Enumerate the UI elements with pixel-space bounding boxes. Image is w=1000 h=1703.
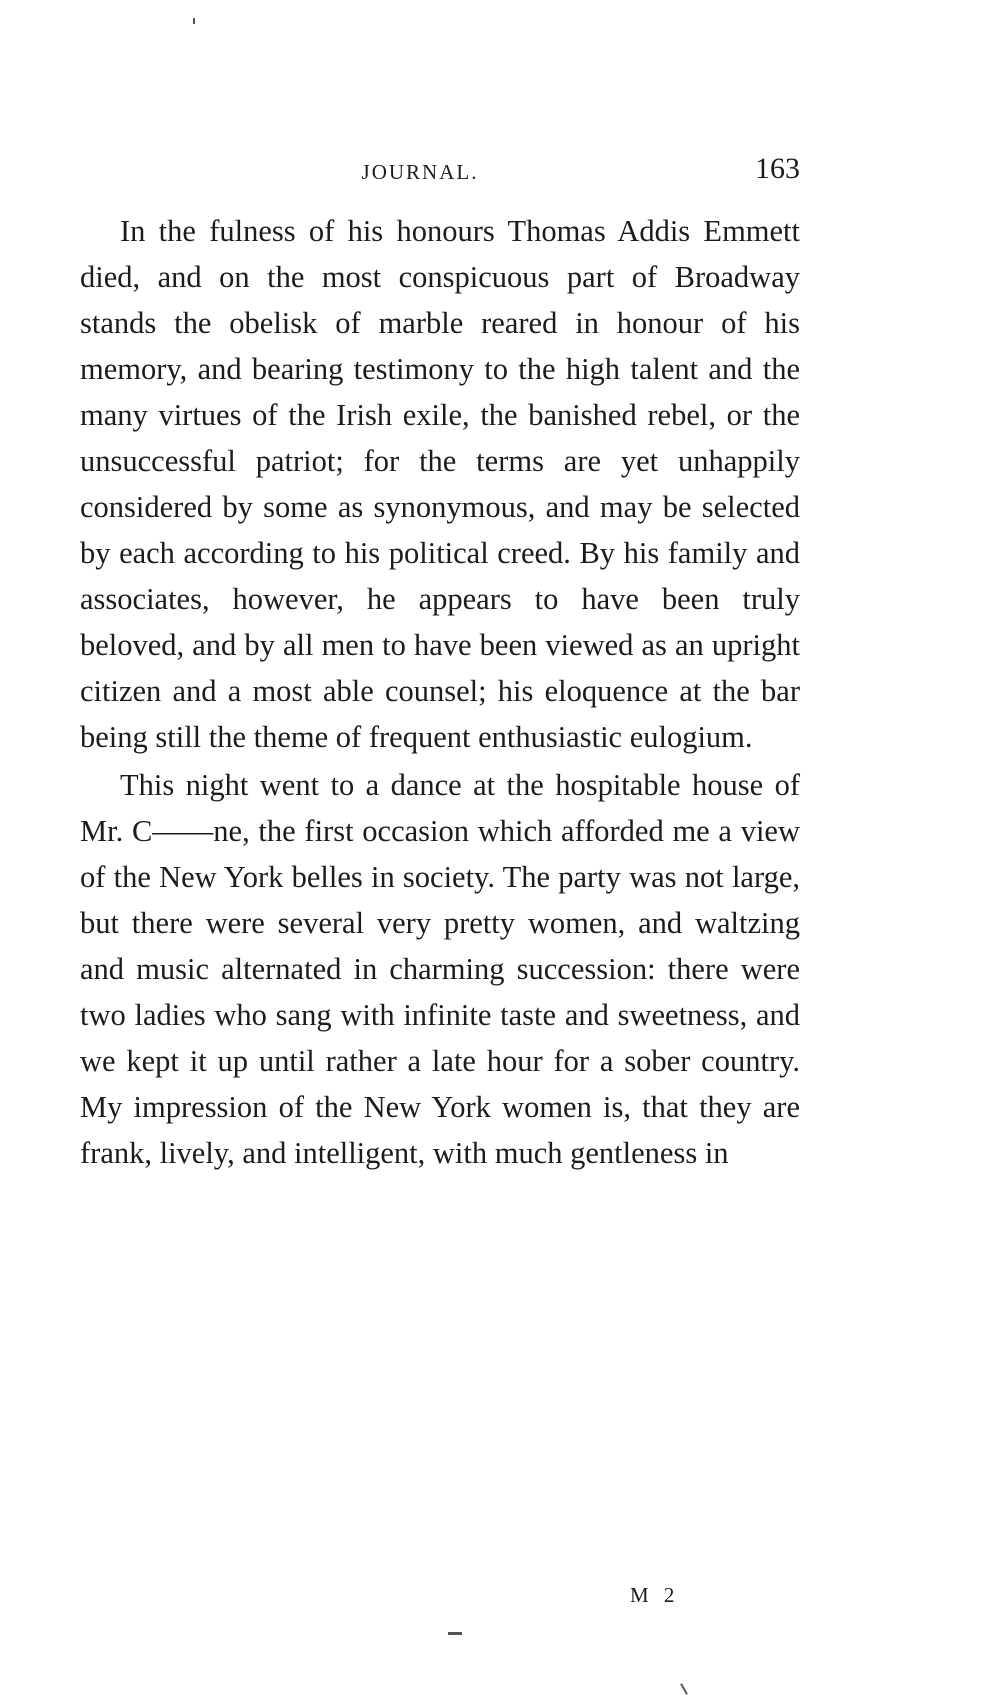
paragraph-emmett: In the fulness of his honours Thomas Addis Emmett died, and on the most conspicuous part of Broadway stands the obelisk of marble reared in honour of his memory, and bearing testimony to the high talent and the many virtues of the Irish exile, the banished rebel, or the unsuccessful patriot; for the terms are yet unhappily considered by some as synonymous, and may be selected by each according to his political creed. By his family and associates, however, he appears to have been truly beloved, and by all men to have been viewed as an upright citizen and a most able counsel; his eloquence at the bar being still the theme of frequent enthusiastic eulogium.	[80, 214, 800, 754]
signature-mark: M 2	[630, 1583, 680, 1607]
scan-speck	[680, 1683, 688, 1694]
page-number: 163	[755, 152, 800, 185]
paragraph-dance: This night went to a dance at the hospitable house of Mr. C——ne, the first occasion which afforded me a view of the New York belles in society. The party was not large, but there were several very pretty women, and waltzing and music alternated in charming succession: there were two ladies who sang with infinite taste and sweetness, and we kept it up until rather a late hour for a sober country. My impression of the New York women is, that they are frank, lively, and intelligent, with much gentleness in	[80, 768, 800, 1170]
scan-speck	[193, 18, 195, 24]
body-text	[80, 208, 800, 1176]
running-title: JOURNAL.	[361, 160, 479, 184]
running-head	[80, 152, 800, 192]
scan-speck	[448, 1632, 462, 1635]
